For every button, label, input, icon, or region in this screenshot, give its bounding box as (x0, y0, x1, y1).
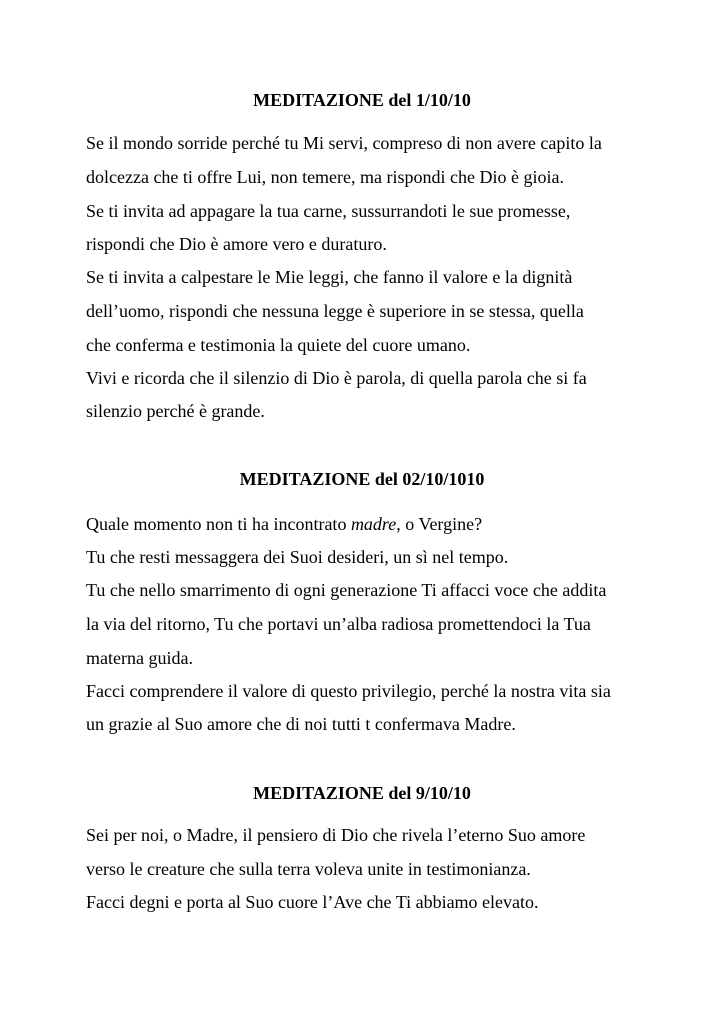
section-title-2: MEDITAZIONE del 02/10/1010 (239, 469, 485, 489)
paragraph-line: rispondi che Dio è amore vero e duraturo. (86, 234, 387, 254)
paragraph-line: Sei per noi, o Madre, il pensiero di Dio che rivela l’eterno Suo amore (86, 825, 586, 845)
paragraph-line: silenzio perché è grande. (86, 401, 265, 421)
paragraph-line (86, 512, 482, 536)
paragraph-line: Facci degni e porta al Suo cuore l’Ave che Ti abbiamo elevato. (86, 892, 539, 912)
paragraph-line: Se ti invita ad appagare la tua carne, sussurrandoti le sue promesse, (86, 201, 571, 221)
paragraph-line: dolcezza che ti offre Lui, non temere, ma rispondi che Dio è gioia. (86, 167, 564, 187)
paragraph-line: Tu che resti messaggera dei Suoi desideri, un sì nel tempo. (86, 547, 509, 567)
paragraph-line: Se il mondo sorride perché tu Mi servi, compreso di non avere capito la (86, 133, 602, 153)
paragraph-line: materna guida. (86, 648, 193, 668)
line-text: , o Vergine? (396, 514, 483, 534)
paragraph-line: un grazie al Suo amore che di noi tutti t confermava Madre. (86, 714, 516, 734)
paragraph-line: dell’uomo, rispondi che nessuna legge è superiore in se stessa, quella (86, 301, 584, 321)
paragraph-line: Vivi e ricorda che il silenzio di Dio è parola, di quella parola che si fa (86, 368, 587, 388)
italic-word: madre (350, 514, 397, 534)
line-text: Quale momento non ti ha incontrato (86, 514, 351, 534)
section-title-3: MEDITAZIONE del 9/10/10 (253, 783, 471, 803)
paragraph-line: la via del ritorno, Tu che portavi un’alba radiosa promettendoci la Tua (86, 614, 591, 634)
paragraph-line: che conferma e testimonia la quiete del cuore umano. (86, 335, 471, 355)
section-title-1: MEDITAZIONE del 1/10/10 (253, 90, 471, 110)
paragraph-line: Facci comprendere il valore di questo privilegio, perché la nostra vita sia (86, 681, 611, 701)
paragraph-line: Se ti invita a calpestare le Mie leggi, che fanno il valore e la dignità (86, 267, 573, 287)
paragraph-line: verso le creature che sulla terra voleva unite in testimonianza. (86, 859, 531, 879)
paragraph-line: Tu che nello smarrimento di ogni generazione Ti affacci voce che addita (86, 580, 607, 600)
